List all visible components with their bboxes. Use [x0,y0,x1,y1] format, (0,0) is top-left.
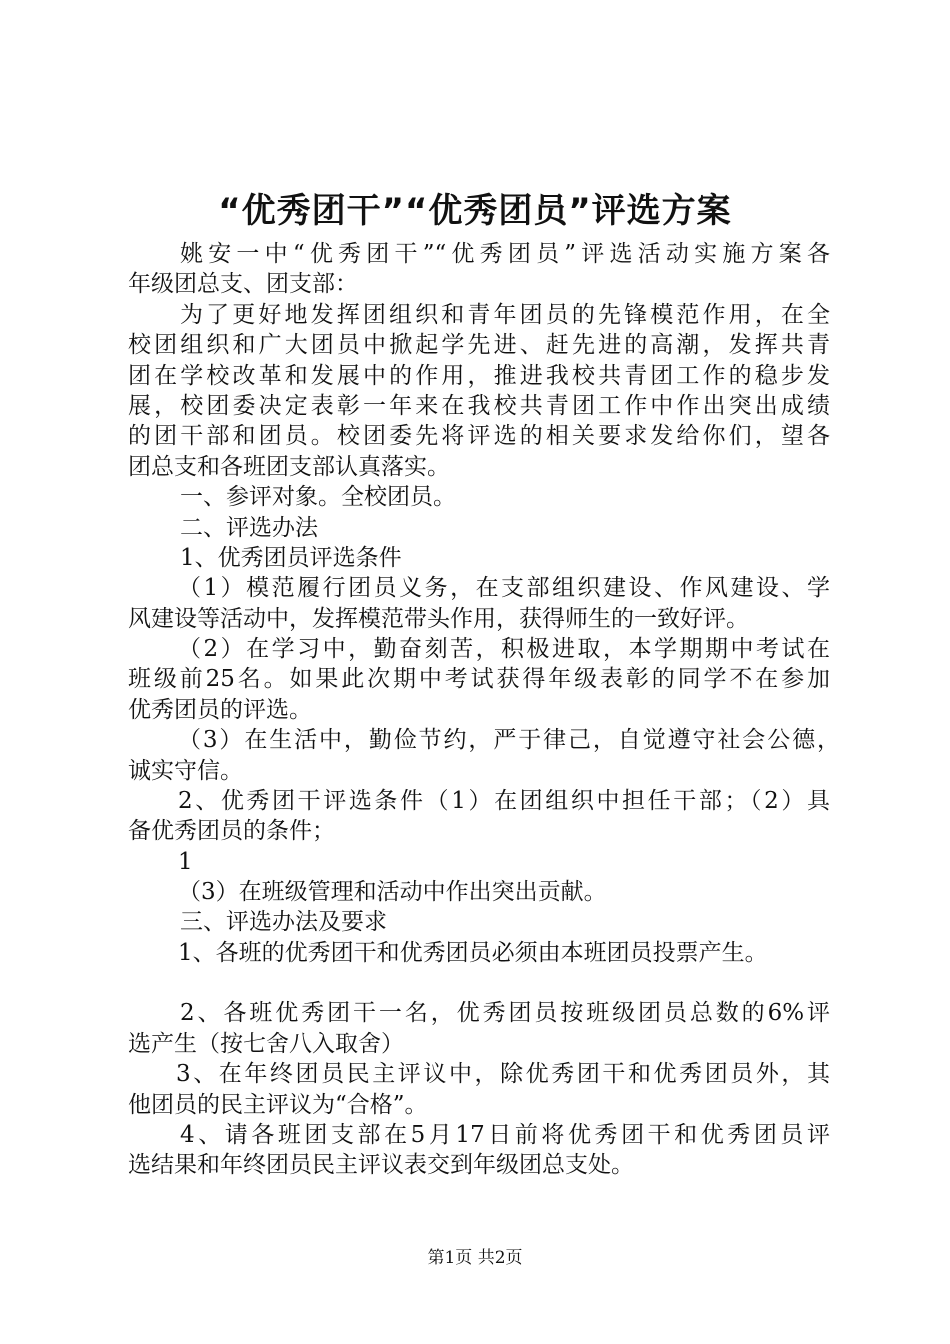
paragraph-line: 2、优秀团干评选条件（1）在团组织中担任干部；（2）具 [178,788,830,814]
subsection-heading: 1、优秀团员评选条件 [180,545,402,571]
paragraph-line: 为了更好地发挥团组织和青年团员的先锋模范作用，在全 [180,302,830,328]
paragraph-line: 2、各班优秀团干一名，优秀团员按班级团员总数的6%评 [180,1000,830,1026]
paragraph-line: （2）在学习中，勤奋刻苦，积极进取，本学期期中考试在 [178,636,830,662]
paragraph-line: 展，校团委决定表彰一年来在我校共青团工作中作出突出成绩 [128,393,830,419]
paragraph-line: （3）在班级管理和活动中作出突出贡献。 [178,879,607,905]
paragraph-line: （3）在生活中，勤俭节约，严于律己，自觉遵守社会公德， [178,727,840,753]
paragraph-line: 诚实守信。 [128,758,243,784]
paragraph-line: 他团员的民主评议为“合格”。 [128,1092,428,1118]
paragraph-line: 优秀团员的评选。 [128,697,312,723]
paragraph-line: （1）模范履行团员义务，在支部组织建设、作风建设、学 [178,575,830,601]
section-heading: 三、评选办法及要求 [180,909,387,935]
page-number-fragment: 1 [178,849,193,875]
paragraph-line: 备优秀团员的条件； [128,818,335,844]
paragraph-line: 姚安一中“优秀团干”“优秀团员”评选活动实施方案各 [180,241,830,267]
paragraph-line: 选产生（按七舍八入取舍） [128,1031,404,1057]
paragraph-line: 选结果和年终团员民主评议表交到年级团总支处。 [128,1152,634,1178]
paragraph-line: 团在学校改革和发展中的作用，推进我校共青团工作的稳步发 [128,363,830,389]
section-heading: 二、评选办法 [180,515,318,541]
paragraph-line: 团总支和各班团支部认真落实。 [128,454,450,480]
page-footer: 第1页 共2页 [427,1248,523,1268]
paragraph-line: 的团干部和团员。校团委先将评选的相关要求发给你们，望各 [128,423,830,449]
section-heading: 一、参评对象。全校团员。 [180,484,456,510]
paragraph-line: 4、请各班团支部在5月17日前将优秀团干和优秀团员评 [180,1122,830,1148]
document-title: “优秀团干”“优秀团员”评选方案 [218,191,732,231]
paragraph-line: 1、各班的优秀团干和优秀团员必须由本班团员投票产生。 [178,940,768,966]
paragraph-line: 3、在年终团员民主评议中，除优秀团干和优秀团员外，其 [176,1061,830,1087]
paragraph-line: 风建设等活动中，发挥模范带头作用，获得师生的一致好评。 [128,606,749,632]
paragraph-line: 校团组织和广大团员中掀起学先进、赶先进的高潮，发挥共青 [128,332,830,358]
paragraph-line: 班级前25名。如果此次期中考试获得年级表彰的同学不在参加 [128,666,830,692]
paragraph-line: 年级团总支、团支部： [128,271,358,297]
